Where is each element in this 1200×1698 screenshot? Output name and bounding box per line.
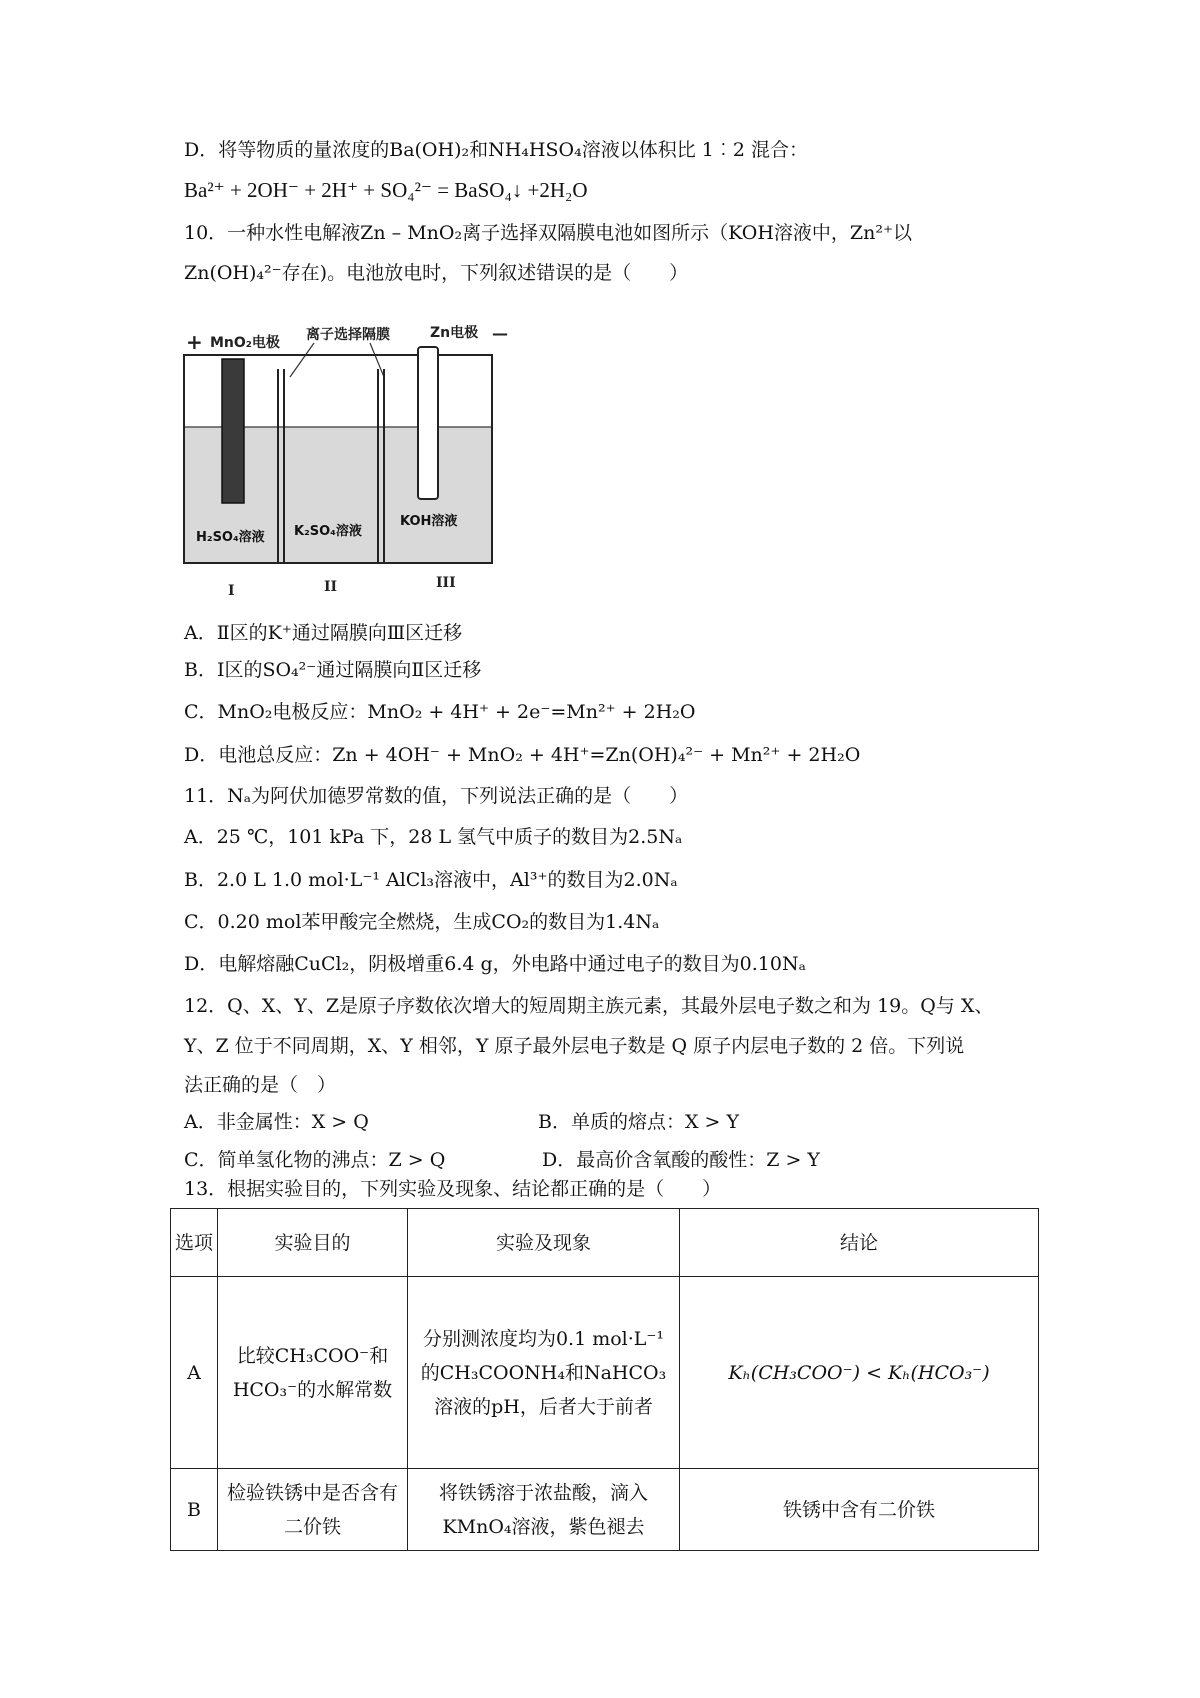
- row-a-purpose: 比较CH₃COO⁻和HCO₃⁻的水解常数: [218, 1277, 408, 1469]
- row-b-conclusion: 铁锈中含有二价铁: [680, 1469, 1039, 1551]
- q10-option-b: B．Ⅰ区的SO₄²⁻通过隔膜向Ⅱ区迁移: [184, 659, 482, 681]
- q12-option-a: A．非金属性：X > Q: [184, 1111, 369, 1133]
- region3-numeral: III: [436, 575, 456, 591]
- header-purpose: 实验目的: [218, 1209, 408, 1277]
- q13-stem: 13．根据实验目的，下列实验及现象、结论都正确的是（ ）: [184, 1178, 722, 1200]
- header-conclusion: 结论: [680, 1209, 1039, 1277]
- q10-stem-line1: 10．一种水性电解液Zn – MnO₂离子选择双隔膜电池如图所示（KOH溶液中，Zn²⁺以: [184, 222, 912, 244]
- region1-numeral: I: [228, 583, 235, 599]
- region2-solution-label: K₂SO₄溶液: [294, 524, 362, 539]
- mno2-electrode: [222, 359, 244, 503]
- table-header-row: [171, 1209, 1039, 1277]
- experiment-table: [170, 1208, 1039, 1551]
- q11-stem: 11．Nₐ为阿伏加德罗常数的值，下列说法正确的是（ ）: [184, 785, 689, 807]
- q11-option-d: D．电解熔融CuCl₂，阴极增重6.4 g，外电路中通过电子的数目为0.10Nₐ: [184, 953, 806, 975]
- minus-terminal-label: —: [492, 325, 508, 343]
- row-b-option: B: [171, 1469, 218, 1551]
- zn-electrode: [418, 347, 438, 499]
- q12-option-c: C．简单氢化物的沸点：Z > Q: [184, 1149, 446, 1171]
- q12-option-b: B．单质的熔点：X > Y: [538, 1111, 740, 1133]
- membrane-label: 离子选择隔膜: [306, 327, 390, 343]
- q9-option-d-text: D．将等物质的量浓度的Ba(OH)₂和NH₄HSO₄溶液以体积比 1︰2 混合：: [184, 139, 808, 161]
- q11-option-c: C．0.20 mol苯甲酸完全燃烧，生成CO₂的数目为1.4Nₐ: [184, 911, 660, 933]
- row-b-purpose: 检验铁锈中是否含有二价铁: [218, 1469, 408, 1551]
- q10-stem-line2: Zn(OH)₄²⁻存在)。电池放电时，下列叙述错误的是（ ）: [184, 262, 689, 284]
- region1-solution-label: H₂SO₄溶液: [196, 530, 265, 545]
- q12-option-d: D．最高价含氧酸的酸性：Z > Y: [542, 1149, 820, 1171]
- row-b-experiment: 将铁锈溶于浓盐酸，滴入KMnO₄溶液，紫色褪去: [408, 1469, 680, 1551]
- q9-option-d-equation: Ba²⁺ + 2OH⁻ + 2H⁺ + SO₄²⁻ = BaSO₄↓ +2H₂O: [184, 178, 588, 202]
- battery-diagram: [182, 325, 542, 605]
- zn-electrode-label: Zn电极: [430, 325, 479, 341]
- q10-option-a: A．Ⅱ区的K⁺通过隔膜向Ⅲ区迁移: [184, 622, 463, 644]
- q12-stem-line2: Y、Z 位于不同周期，X、Y 相邻，Y 原子最外层电子数是 Q 原子内层电子数的 2 倍。下列说: [184, 1035, 965, 1057]
- q11-option-a: A．25 ℃，101 kPa 下，28 L 氢气中质子的数目为2.5Nₐ: [184, 826, 683, 848]
- region3-solution-label: KOH溶液: [400, 514, 458, 529]
- table-row: [171, 1277, 1039, 1469]
- header-experiment: 实验及现象: [408, 1209, 680, 1277]
- header-option: 选项: [171, 1209, 218, 1277]
- region2-numeral: II: [324, 579, 338, 595]
- row-a-conclusion: Kₕ(CH₃COO⁻) < Kₕ(HCO₃⁻): [680, 1277, 1039, 1469]
- q10-option-d: D．电池总反应：Zn + 4OH⁻ + MnO₂ + 4H⁺=Zn(OH)₄²⁻ + Mn²⁺ + 2H₂O: [184, 744, 861, 766]
- q12-stem-line1: 12．Q、X、Y、Z是原子序数依次增大的短周期主族元素，其最外层电子数之和为 19。Q与 X、: [184, 995, 994, 1017]
- row-a-experiment: 分别测浓度均为0.1 mol·L⁻¹的CH₃COONH₄和NaHCO₃溶液的pH，后者大于前者: [408, 1277, 680, 1469]
- q11-option-b: B．2.0 L 1.0 mol·L⁻¹ AlCl₃溶液中，Al³⁺的数目为2.0Nₐ: [184, 869, 678, 891]
- table-row: [171, 1469, 1039, 1551]
- q10-option-c: C．MnO₂电极反应：MnO₂ + 4H⁺ + 2e⁻=Mn²⁺ + 2H₂O: [184, 701, 696, 723]
- q12-stem-line3: 法正确的是（ ）: [184, 1074, 337, 1096]
- mno2-electrode-label: MnO₂电极: [210, 335, 280, 351]
- row-a-option: A: [171, 1277, 218, 1469]
- plus-terminal-label: +: [186, 330, 203, 354]
